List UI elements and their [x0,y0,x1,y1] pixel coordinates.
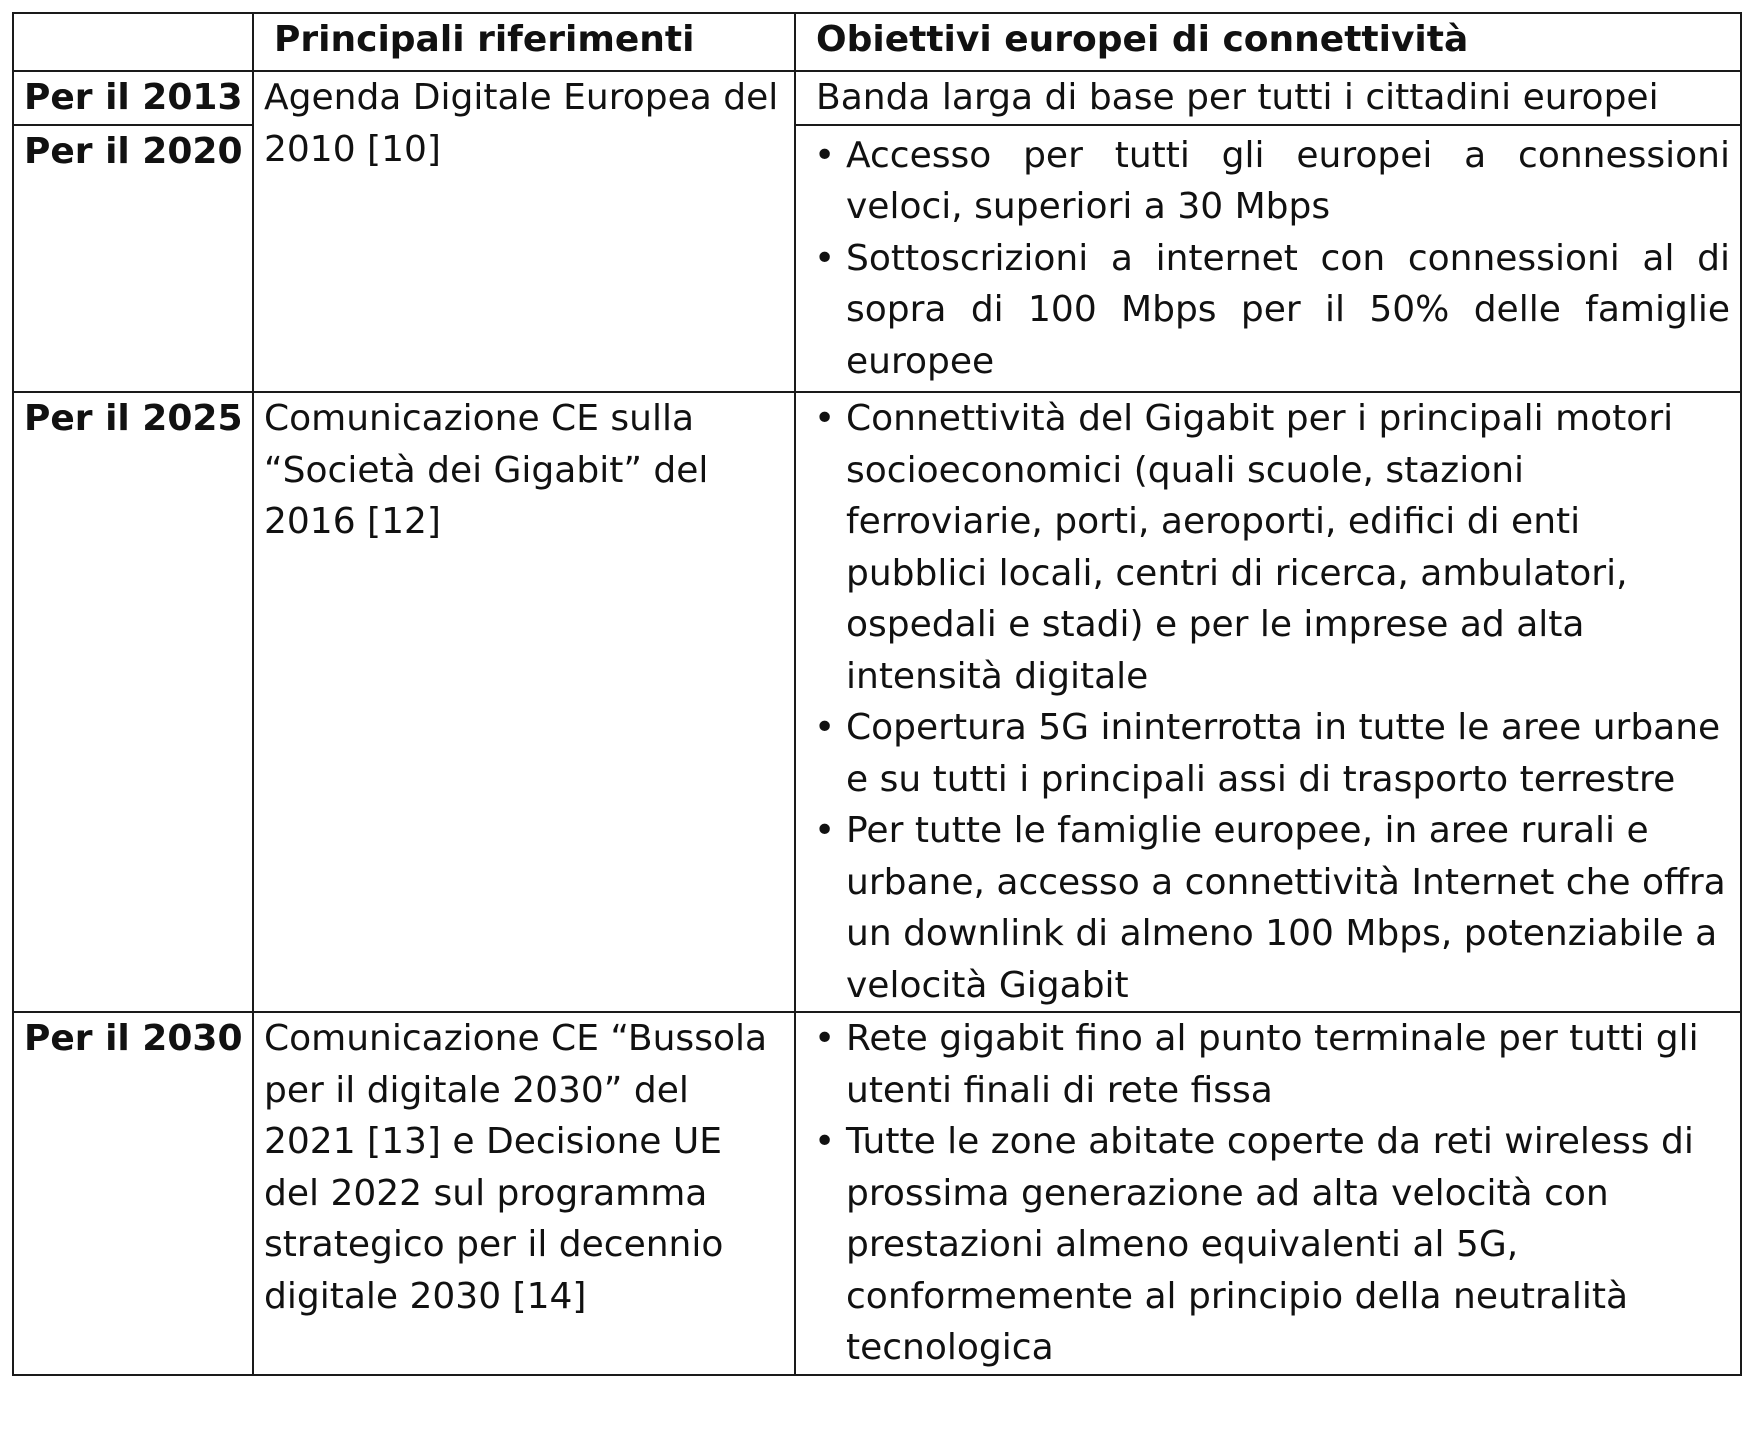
bullet-icon: • [814,398,836,439]
bullet-icon: • [814,707,836,748]
objective-text: Tutte le zone abitate coperte da reti wireless di prossima generazione ad alta velocità con prestazioni almeno equivalenti al 5G, conformemente al principio della neutralità tecnologica [846,1121,1694,1368]
objectives-cell-2025 [795,392,1741,1012]
reference-cell-digital-compass: Comunicazione CE “Bussola per il digitale 2030” del 2021 [13] e Decisione UE del 2022 sul programma strategico per il decennio digitale 2030 [14] [253,1012,795,1375]
list-item [806,393,1730,702]
list-item [806,805,1730,1011]
year-cell-2013: Per il 2013 [13,71,253,125]
list-item [806,233,1730,388]
list-item [806,1013,1730,1116]
list-item [806,702,1730,805]
objective-text: Rete gigabit fino al punto terminale per tutti gli utenti finali di rete fissa [846,1018,1699,1111]
objectives-list-2030 [806,1013,1730,1374]
table-row-2030 [13,1012,1741,1375]
objectives-list-2020 [806,130,1730,388]
objective-text: Connettività del Gigabit per i principali motori socioeconomici (quali scuole, stazioni ferroviarie, porti, aeroporti, edifici di enti pubblici locali, centri di ricerca, ambulatori, ospedali e stadi) e per le imprese ad alta intensità digitale [846,398,1674,697]
bullet-icon: • [814,1018,836,1059]
reference-cell-digital-agenda: Agenda Digitale Europea del 2010 [10] [253,71,795,392]
objectives-cell-2030 [795,1012,1741,1375]
year-cell-2025: Per il 2025 [13,392,253,1012]
header-objectives: Obiettivi europei di connettività [795,13,1741,71]
list-item [806,130,1730,233]
objective-text: Accesso per tutti gli europei a connessioni veloci, superiori a 30 Mbps [846,134,1730,227]
bullet-icon: • [814,1121,836,1162]
table-header-row [13,13,1741,71]
objective-text: Sottoscrizioni a internet con connessioni al di sopra di 100 Mbps per il 50% delle famiglie europee [846,237,1730,382]
objective-text: Banda larga di base per tutti i cittadini europei [816,77,1659,118]
bullet-icon: • [814,810,836,851]
bullet-icon: • [814,134,836,176]
table-row-2025 [13,392,1741,1012]
list-item [806,1116,1730,1374]
header-year [13,13,253,71]
objectives-cell-2013 [795,71,1741,125]
objectives-cell-2020 [795,125,1741,393]
objective-text: Per tutte le famiglie europee, in aree rurali e urbane, accesso a connettività Internet che offra un downlink di almeno 100 Mbps, potenziabile a velocità Gigabit [846,810,1726,1006]
reference-cell-gigabit-society: Comunicazione CE sulla “Società dei Gigabit” del 2016 [12] [253,392,795,1012]
table-row-2013 [13,71,1741,125]
year-cell-2020: Per il 2020 [13,125,253,393]
objectives-list-2025 [806,393,1730,1011]
connectivity-targets-table [12,12,1742,1376]
year-cell-2030: Per il 2030 [13,1012,253,1375]
bullet-icon: • [814,237,836,279]
objective-text: Copertura 5G ininterrotta in tutte le aree urbane e su tutti i principali assi di trasporto terrestre [846,707,1721,800]
header-references: Principali riferimenti [253,13,795,71]
